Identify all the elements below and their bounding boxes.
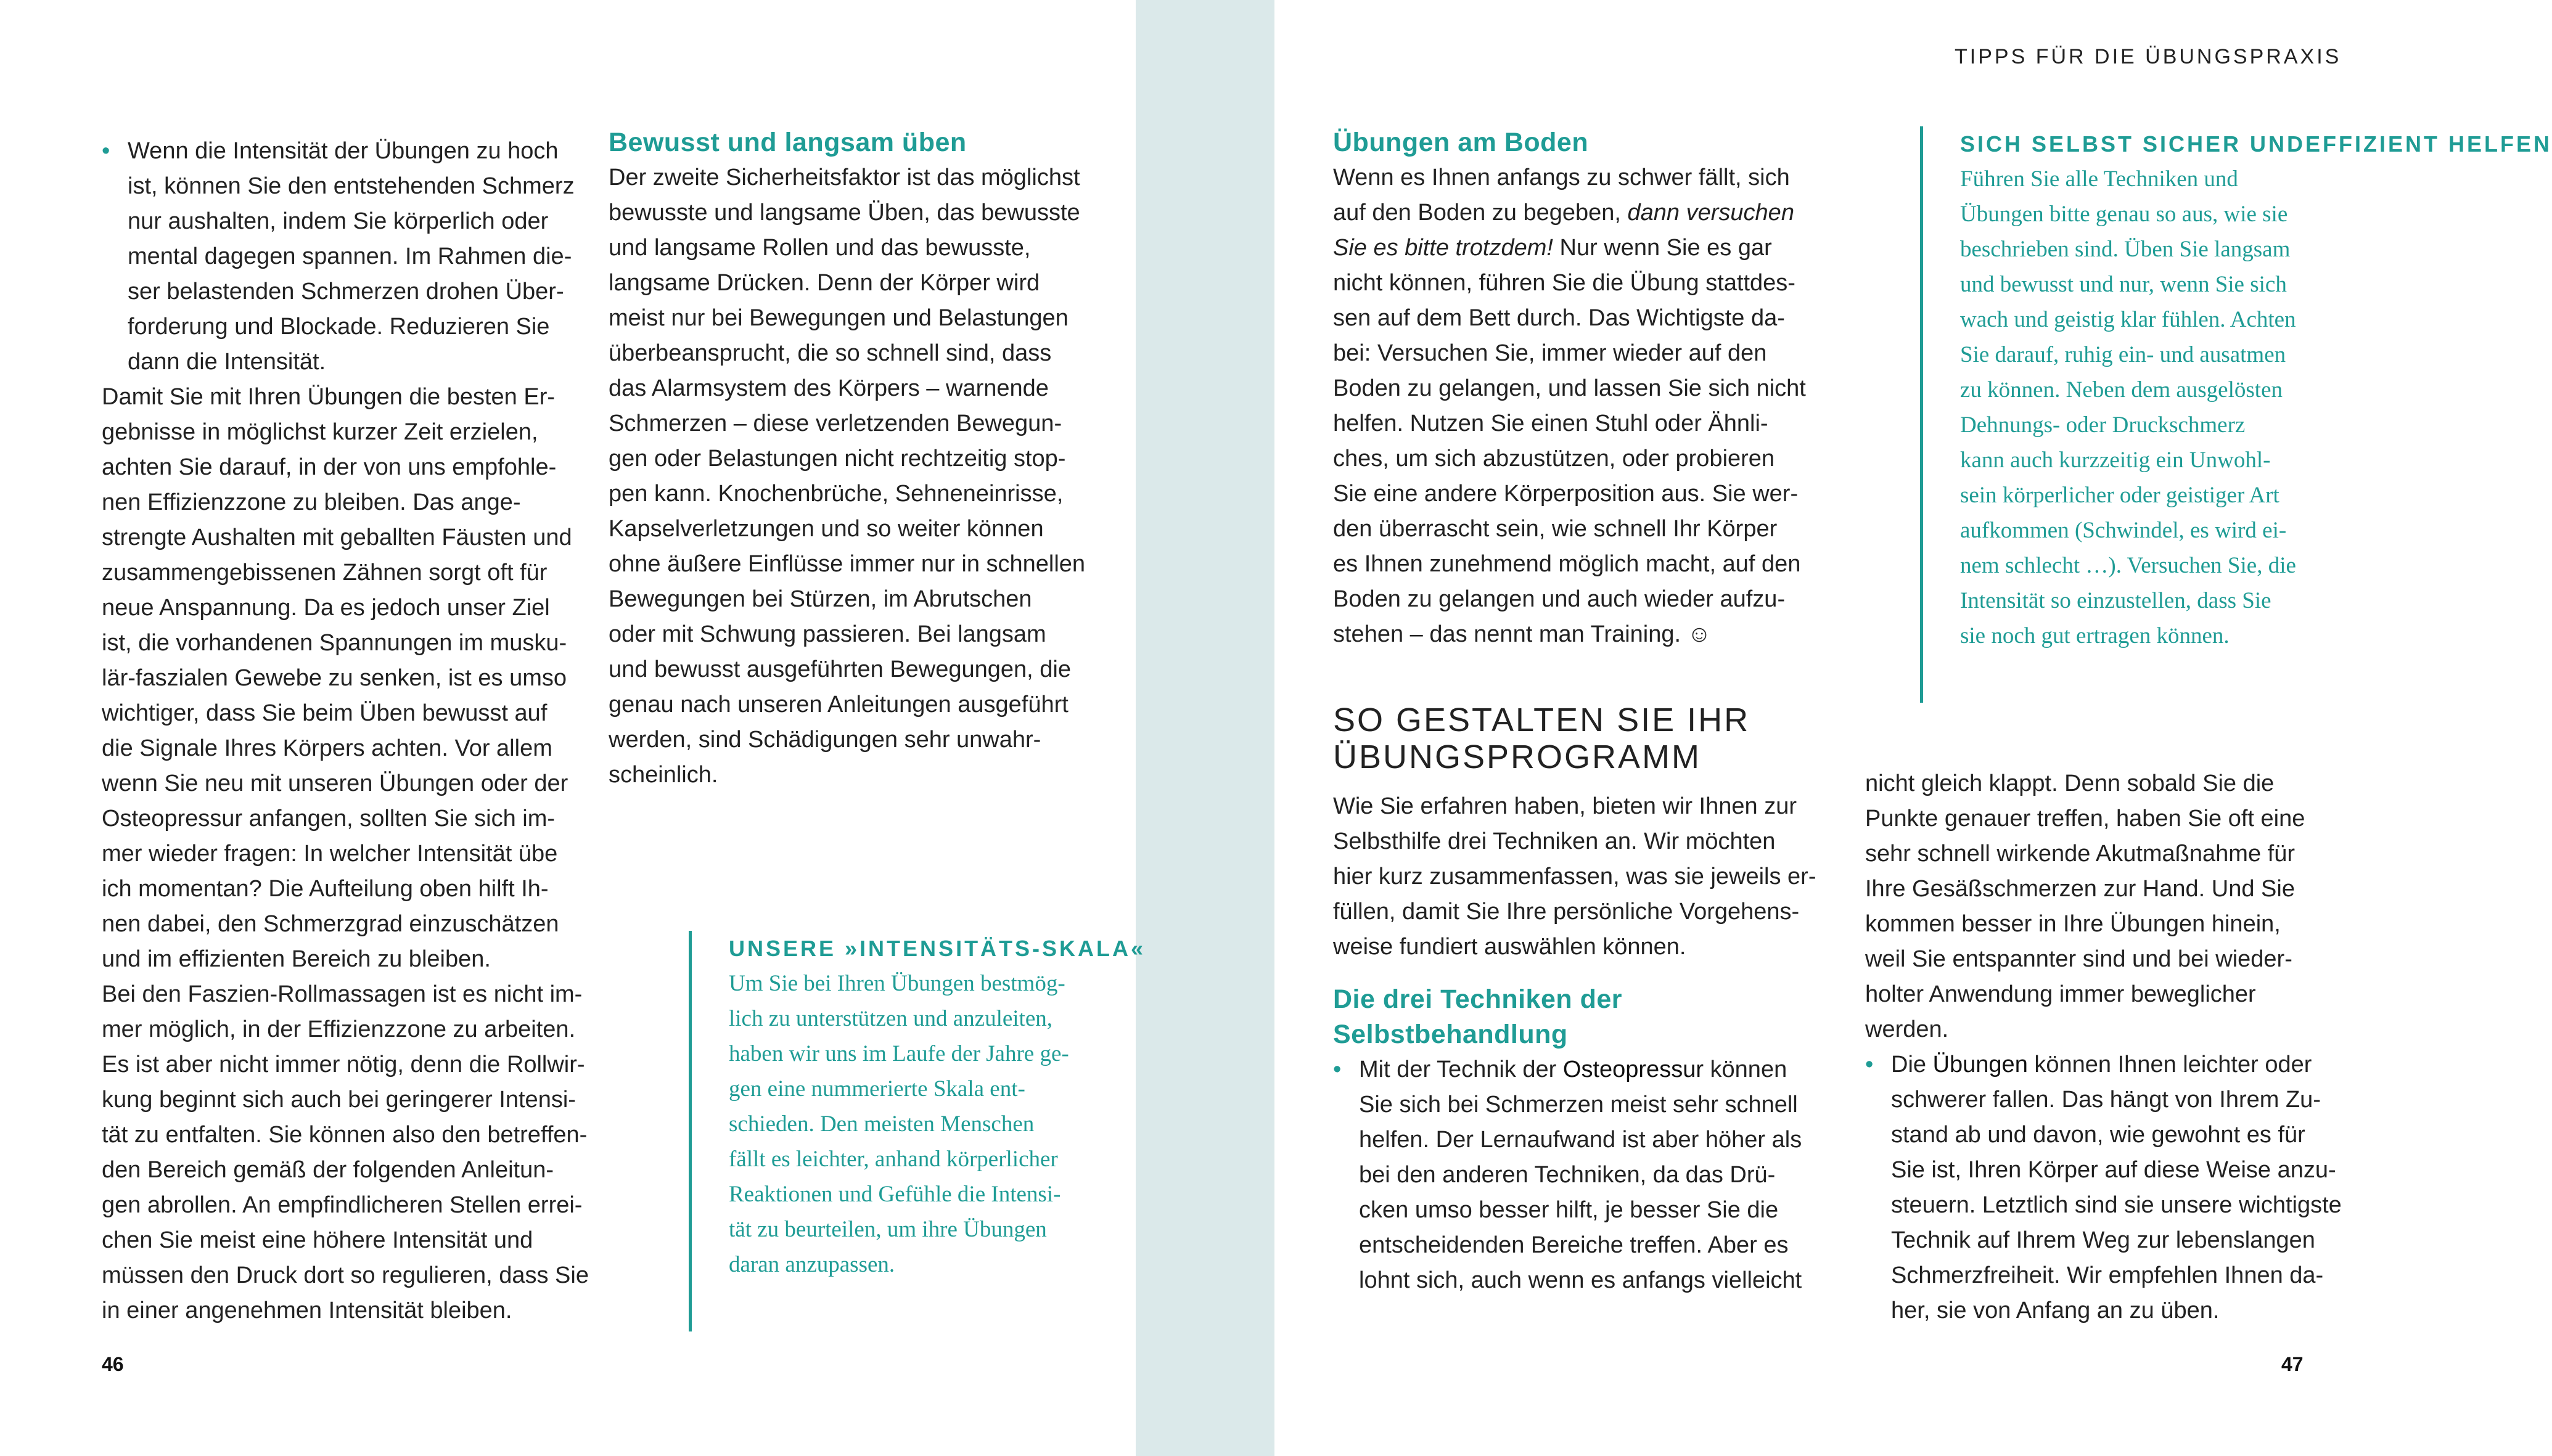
text-line: Bewegungen bei Stürzen, im Abrutschen <box>609 586 1032 612</box>
text-line: ser belastenden Schmerzen drohen Über- <box>128 279 564 305</box>
text-line: helfen. Der Lernaufwand ist aber höher als <box>1359 1127 1802 1153</box>
text-line: lohnt sich, auch wenn es anfangs vielleicht <box>1359 1267 1802 1293</box>
techniques-subheading <box>1333 982 1826 1052</box>
text-line: haben wir uns im Laufe der Jahre ge- <box>729 1041 1069 1066</box>
text-line: sie noch gut ertragen können. <box>1960 623 2230 648</box>
text-line: scheinlich. <box>609 762 718 788</box>
text-line: strengte Aushalten mit geballten Fäusten und <box>102 525 572 550</box>
text-line: EFFIZIENT HELFEN <box>2305 131 2552 157</box>
text-line: es Ihnen zunehmend möglich macht, auf den <box>1333 551 1801 577</box>
text-line: achten Sie darauf, in der von uns empfohle- <box>102 454 557 480</box>
right-column-1 <box>1333 125 1826 1298</box>
text-line: oder mit Schwung passieren. Bei langsam <box>609 621 1046 647</box>
text-line: nen Effizienzzone zu bleiben. Das ange- <box>102 489 521 515</box>
text-line: den überrascht sein, wie schnell Ihr Körper <box>1333 516 1778 542</box>
text-line: Sie darauf, ruhig ein- und ausatmen <box>1960 342 2286 367</box>
info-box-title <box>729 931 1146 966</box>
text-line: Es ist aber nicht immer nötig, denn die Rollwir- <box>102 1052 585 1078</box>
info-box-body <box>1960 162 2552 653</box>
term-osteopressur: Osteopressur <box>1562 1057 1704 1082</box>
text-line: gen abrollen. An empfindlicheren Stellen errei- <box>102 1192 583 1218</box>
text-line: Dehnungs- oder Druckschmerz <box>1960 412 2246 438</box>
text-line: pen kann. Knochenbrüche, Sehneneinrisse, <box>609 481 1064 507</box>
emphasis-text: dann versuchen <box>1627 200 1794 226</box>
text-line: • Wenn die Intensität der Übungen zu hoch <box>128 138 559 164</box>
text-line: cken umso besser hilft, je besser Sie die <box>1359 1197 1779 1223</box>
text-line: weise fundiert auswählen können. <box>1333 934 1686 960</box>
text-line: UNSERE »INTENSITÄTS- <box>729 936 1043 961</box>
text-line: und bewusst und nur, wenn Sie sich <box>1960 272 2287 297</box>
text-line <box>1359 1052 1826 1087</box>
text-line: aufkommen (Schwindel, es wird ei- <box>1960 518 2287 543</box>
text-line: das Alarmsystem des Körpers – warnende <box>609 375 1049 401</box>
text-line: stehen – das nennt man Training. ☺ <box>1333 621 1712 647</box>
paragraph <box>609 160 1102 793</box>
text-line: Übungen bitte genau so aus, wie sie <box>1960 202 2288 227</box>
text-line: zusammengebissenen Zähnen sorgt oft für <box>102 560 548 586</box>
text-line: hier kurz zusammenfassen, was sie jeweils er- <box>1333 864 1816 890</box>
text-line: Ihre Gesäßschmerzen zur Hand. Und Sie <box>1865 876 2295 902</box>
text-line: Osteopressur anfangen, sollten Sie sich im- <box>102 806 556 832</box>
section-subheading: Übungen am Boden <box>1333 128 1589 157</box>
text-span: können Ihnen leichter oder <box>2027 1052 2312 1078</box>
text-line: Sie eine andere Körperposition aus. Sie wer- <box>1333 481 1799 507</box>
text-span: Mit der Technik der <box>1359 1057 1563 1082</box>
left-column-1 <box>102 134 589 1328</box>
paragraph <box>1333 160 1826 652</box>
text-line: lich zu unterstützen und anzuleiten, <box>729 1006 1053 1031</box>
text-line: bei: Versuchen Sie, immer wieder auf den <box>1333 340 1767 366</box>
text-line: Punkte genauer treffen, haben Sie oft eine <box>1865 806 2305 832</box>
info-box-self-help <box>1920 126 2552 703</box>
text-line: SICH SELBST SICHER UND <box>1960 131 2306 157</box>
text-line: bei den anderen Techniken, da das Drü- <box>1359 1162 1776 1188</box>
text-line: schieden. Den meisten Menschen <box>729 1111 1035 1137</box>
text-line: Damit Sie mit Ihren Übungen die besten Er- <box>102 384 556 410</box>
text-line: wichtiger, dass Sie beim Üben bewusst auf <box>102 700 548 726</box>
text-line: nicht können, führen Sie die Übung stattdes- <box>1333 270 1795 296</box>
text-line: und langsame Rollen und das bewusste, <box>609 235 1031 261</box>
text-line: werden. <box>1865 1016 1949 1042</box>
text-line <box>1333 231 1826 266</box>
text-line: füllen, damit Sie Ihre persönliche Vorgehens- <box>1333 899 1800 925</box>
text-line: tät zu beurteilen, um ihre Übungen <box>729 1217 1047 1242</box>
text-line: chen Sie meist eine höhere Intensität und <box>102 1227 533 1253</box>
text-line: werden, sind Schädigungen sehr unwahr- <box>609 727 1041 753</box>
text-line: kommen besser in Ihre Übungen hinein, <box>1865 911 2281 937</box>
text-line: mer möglich, in der Effizienzzone zu arbeiten. <box>102 1016 576 1042</box>
right-column-2 <box>1865 766 2346 1328</box>
text-span: auf den Boden zu begeben, <box>1333 200 1628 226</box>
left-column-2 <box>609 125 1102 793</box>
section-heading <box>1333 701 1826 775</box>
text-line: ist, die vorhandenen Spannungen im musku- <box>102 630 567 656</box>
text-line: den Bereich gemäß der folgenden Anleitun- <box>102 1157 554 1183</box>
text-line: holter Anwendung immer beweglicher <box>1865 981 2256 1007</box>
text-line: nur aushalten, indem Sie körperlich oder <box>128 208 549 234</box>
text-line: nem schlecht …). Versuchen Sie, die <box>1960 553 2296 578</box>
text-line: tät zu entfalten. Sie können also den betreffen- <box>102 1122 588 1148</box>
page-gutter <box>1136 0 1274 1456</box>
paragraph <box>1333 789 1826 965</box>
text-span: Nur wenn Sie es gar <box>1553 235 1772 261</box>
text-line: Wenn es Ihnen anfangs zu schwer fällt, sich <box>1333 165 1790 190</box>
text-line <box>1891 1047 2346 1082</box>
text-line: müssen den Druck dort so regulieren, dass Sie <box>102 1262 589 1288</box>
text-line: Schmerzen – diese verletzenden Bewegun- <box>609 411 1062 436</box>
text-line: ist, können Sie den entstehenden Schmerz <box>128 173 575 199</box>
text-block <box>1359 1087 1826 1298</box>
text-line: mer wieder fragen: In welcher Intensität übe <box>102 841 558 867</box>
text-line: ohne äußere Einflüsse immer nur in schnellen <box>609 551 1086 577</box>
info-box-body <box>729 966 1146 1282</box>
text-line: neue Anspannung. Da es jedoch unser Ziel <box>102 595 550 621</box>
text-span: können <box>1703 1057 1787 1082</box>
text-line: ches, um sich abzustützen, oder probieren <box>1333 446 1775 472</box>
text-block <box>1333 266 1826 652</box>
text-line: lär-faszialen Gewebe zu senken, ist es umso <box>102 665 567 691</box>
text-line: stand ab und davon, wie gewohnt es für <box>1891 1122 2305 1148</box>
text-line: Der zweite Sicherheitsfaktor ist das möglichst <box>609 165 1080 190</box>
text-line: daran anzupassen. <box>729 1252 895 1277</box>
text-line: Boden zu gelangen, und lassen Sie sich nicht <box>1333 375 1806 401</box>
text-line: Selbsthilfe drei Techniken an. Wir möchten <box>1333 828 1776 854</box>
text-line: kann auch kurzzeitig ein Unwohl- <box>1960 448 2271 473</box>
text-line: Schmerzfreiheit. Wir empfehlen Ihnen da- <box>1891 1262 2324 1288</box>
text-line: Kapselverletzungen und so weiter können <box>609 516 1044 542</box>
text-line: meist nur bei Bewegungen und Belastungen <box>609 305 1069 331</box>
text-line: Wie Sie erfahren haben, bieten wir Ihnen zur <box>1333 793 1797 819</box>
text-line: forderung und Blockade. Reduzieren Sie <box>128 314 550 340</box>
techniques-list-continued <box>1865 1047 2346 1328</box>
paragraph <box>102 380 583 977</box>
text-line: her, sie von Anfang an zu üben. <box>1891 1298 2220 1323</box>
text-line: Bei den Faszien-Rollmassagen ist es nicht im- <box>102 981 583 1007</box>
page-number-right: 47 <box>2281 1353 2304 1375</box>
text-line: sehr schnell wirkende Akutmaßnahme für <box>1865 841 2295 867</box>
text-line: Sie sich bei Schmerzen meist sehr schnell <box>1359 1092 1798 1118</box>
list-item <box>1865 1047 2346 1328</box>
text-line: gebnisse in möglichst kurzer Zeit erzielen, <box>102 419 538 445</box>
text-line: gen oder Belastungen nicht rechtzeitig stop- <box>609 446 1066 472</box>
text-line: nen dabei, den Schmerzgrad einzuschätzen <box>102 911 559 937</box>
text-line: zu können. Neben dem ausgelösten <box>1960 377 2283 403</box>
text-span: Die <box>1891 1052 1933 1078</box>
text-line: ÜBUNGSPROGRAMM <box>1333 738 1702 775</box>
text-line: ich momentan? Die Aufteilung oben hilft Ih- <box>102 876 549 902</box>
text-line: fällt es leichter, anhand körperlicher <box>729 1147 1058 1172</box>
text-line: nicht gleich klappt. Denn sobald Sie die <box>1865 771 2275 796</box>
left-bullet-list <box>102 134 583 380</box>
text-line: schwerer fallen. Das hängt von Ihrem Zu- <box>1891 1087 2321 1113</box>
text-line: bewusste und langsame Üben, das bewusste <box>609 200 1080 226</box>
text-line: langsame Drücken. Denn der Körper wird <box>609 270 1040 296</box>
text-line: wach und geistig klar fühlen. Achten <box>1960 307 2296 332</box>
paragraph <box>102 977 589 1328</box>
info-box-title <box>1960 126 2552 162</box>
section-subheading: Bewusst und langsam üben <box>609 128 967 157</box>
text-line: Die drei Techniken der <box>1333 984 1623 1014</box>
text-line: überbeansprucht, die so schnell sind, dass <box>609 340 1052 366</box>
text-line: Führen Sie alle Techniken und <box>1960 166 2238 192</box>
text-line: Selbstbehandlung <box>1333 1020 1568 1049</box>
text-line: kung beginnt sich auch bei geringerer Intensi- <box>102 1087 576 1113</box>
list-item <box>1333 1052 1826 1298</box>
text-line: entscheidenden Bereiche treffen. Aber es <box>1359 1232 1789 1258</box>
text-line: in einer angenehmen Intensität bleiben. <box>102 1298 512 1323</box>
text-line: SO GESTALTEN SIE IHR <box>1333 701 1750 738</box>
text-line: und im effizienten Bereich zu bleiben. <box>102 946 491 972</box>
text-line: genau nach unseren Anleitungen ausgeführt <box>609 692 1069 718</box>
text-line: gen eine nummerierte Skala ent- <box>729 1076 1025 1102</box>
page-number-left: 46 <box>102 1353 124 1375</box>
text-line: wenn Sie neu mit unseren Übungen oder der <box>102 771 568 796</box>
text-line: sein körperlicher oder geistiger Art <box>1960 483 2279 508</box>
running-head: TIPPS FÜR DIE ÜBUNGSPRAXIS <box>1955 45 2342 68</box>
text-line: dann die Intensität. <box>128 349 326 375</box>
techniques-list <box>1333 1052 1826 1298</box>
text-line: Intensität so einzustellen, dass Sie <box>1960 588 2271 613</box>
text-line: beschrieben sind. Üben Sie langsam <box>1960 237 2291 262</box>
text-line: die Signale Ihres Körpers achten. Vor allem <box>102 735 552 761</box>
text-line: Um Sie bei Ihren Übungen bestmög- <box>729 971 1065 996</box>
text-line: steuern. Letztlich sind sie unsere wichtigste <box>1891 1192 2342 1218</box>
text-line: weil Sie entspannter sind und bei wieder- <box>1865 946 2292 972</box>
text-line: Reaktionen und Gefühle die Intensi- <box>729 1182 1061 1207</box>
text-line: sen auf dem Bett durch. Das Wichtigste da- <box>1333 305 1785 331</box>
text-line: und bewusst ausgeführten Bewegungen, die <box>609 656 1071 682</box>
text-line <box>1333 195 1826 231</box>
text-line: Technik auf Ihrem Weg zur lebenslangen <box>1891 1227 2315 1253</box>
text-block <box>1891 1082 2346 1328</box>
text-line: Sie ist, Ihren Körper auf diese Weise anzu- <box>1891 1157 2336 1183</box>
list-item <box>102 134 583 380</box>
emphasis-text: Sie es bitte trotzdem! <box>1333 235 1553 261</box>
text-line: mental dagegen spannen. Im Rahmen die- <box>128 243 572 269</box>
text-line: Boden zu gelangen und auch wieder aufzu- <box>1333 586 1786 612</box>
text-line: helfen. Nutzen Sie einen Stuhl oder Ähnli- <box>1333 411 1768 436</box>
term-uebungen: Übungen <box>1932 1052 2028 1078</box>
paragraph <box>1865 766 2346 1047</box>
text-line: SKALA« <box>1042 936 1146 961</box>
info-box-intensity-scale <box>689 931 1146 1331</box>
